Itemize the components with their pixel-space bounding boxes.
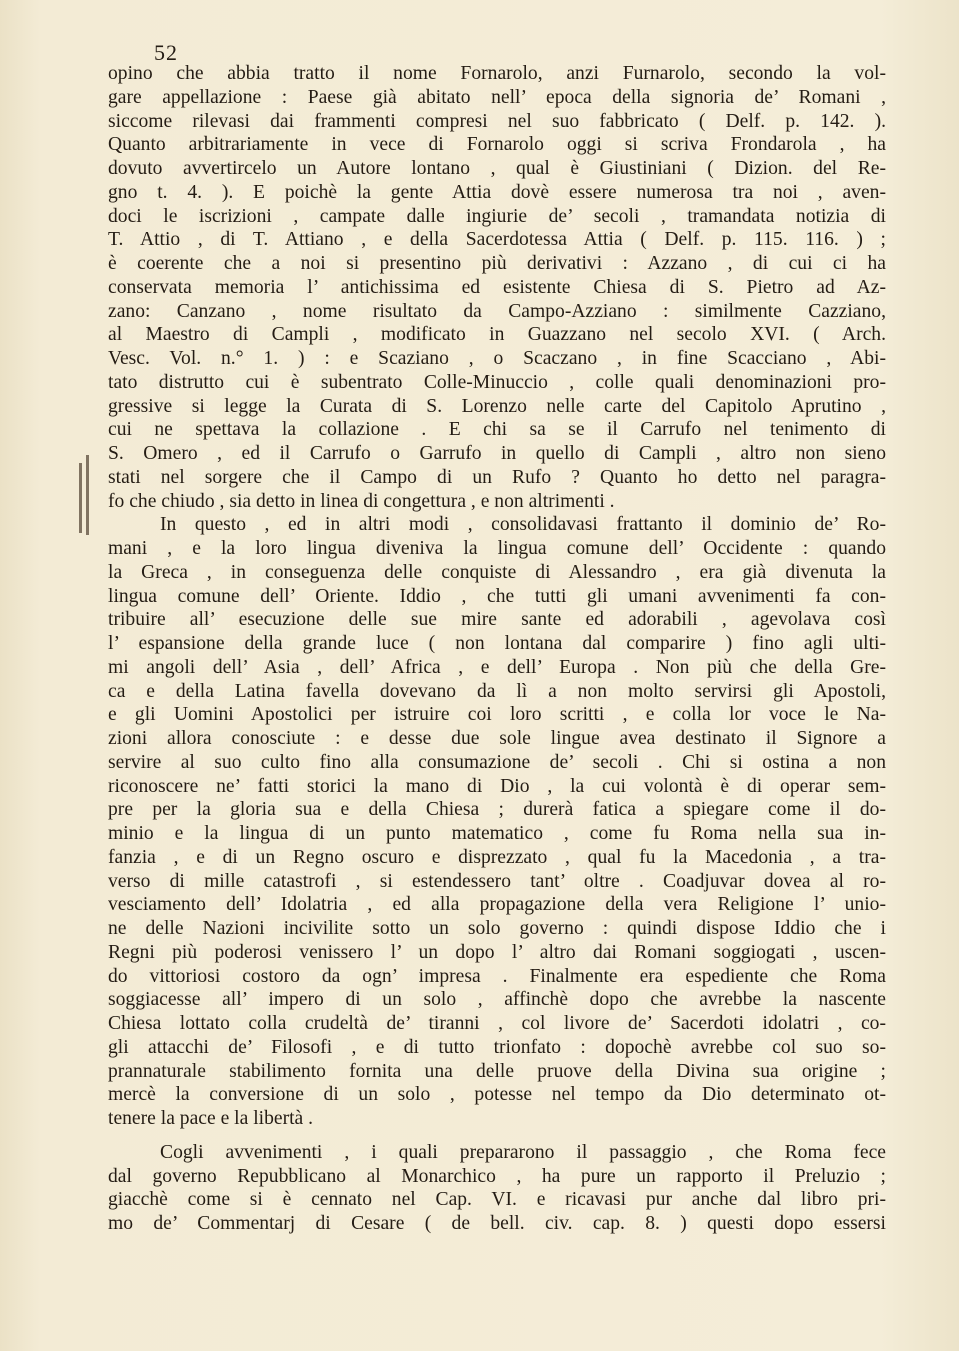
text-line: gressive si legge la Curata di S. Lorenzo nelle carte del Capitolo Aprutino , bbox=[108, 395, 886, 417]
text-line: al Maestro di Campli , modificato in Guazzano nel secolo XVI. ( Arch. bbox=[108, 324, 886, 346]
text-line: ca e della Latina favella dovevano da lì a non molto servirsi gli Apostoli, bbox=[108, 680, 886, 702]
text-line: fanzia , e di un Regno oscuro e disprezzato , qual fu la Macedonia , a tra- bbox=[108, 846, 886, 868]
text-line: lingua comune dell’ Oriente. Iddio , che tutti gli umani avvenimenti fa con- bbox=[108, 585, 886, 607]
text-line: minio e la lingua di un punto matematico , come fu Roma nella sua in- bbox=[108, 823, 886, 844]
text-line: giacchè come si è cennato nel Cap. VI. e ricavasi pur anche dal libro pri- bbox=[108, 1189, 886, 1211]
body-text bbox=[108, 62, 886, 1236]
text-line: Regni più poderosi venissero l’ un dopo l’ altro dai Romani soggiogati , uscen- bbox=[108, 941, 886, 963]
text-line: e gli Uomini Apostolici per istruire coi loro scritti , e colla lor voce le Na- bbox=[108, 704, 886, 726]
text-line: soggiacesse all’ impero di un solo , affinchè dopo che avrebbe la nascente bbox=[108, 989, 886, 1011]
text-line: dovuto avvertircelo un Autore lontano , qual è Giustiniani ( Dizion. del Re- bbox=[108, 158, 886, 179]
text-line: do vittoriosi costoro da ogn’ impresa . Finalmente era espediente che Roma bbox=[108, 965, 886, 987]
text-line: prannaturale stabilimento fornita una delle pruove della Divina sua origine ; bbox=[108, 1060, 886, 1082]
text-line: pre per la gloria sua e della Chiesa ; durerà fatica a spiegare come il do- bbox=[108, 799, 886, 821]
text-line: è coerente che a noi si presentino più derivativi : Azzano , di cui ci ha bbox=[108, 253, 886, 274]
text-line: T. Attio , di T. Attiano , e della Sacerdotessa Attia ( Delf. p. 115. 116. ) ; bbox=[108, 229, 886, 251]
text-line: siccome rilevasi dai frammenti compresi nel suo fabbricato ( Delf. p. 142. ). bbox=[108, 110, 886, 132]
text-line: mani , e la loro lingua diveniva la lingua comune dell’ Occidente : quando bbox=[108, 538, 886, 559]
text-line: mo de’ Commentarj di Cesare ( de bell. civ. cap. 8. ) questi dopo essersi bbox=[108, 1213, 886, 1234]
text-line: mercè la conversione di un solo , potesse nel tempo da Dio determinato ot- bbox=[108, 1084, 886, 1106]
text-line: zioni allora conosciute : e desse due sole lingue avea destinato il Signore a bbox=[108, 728, 886, 749]
text-line: cui ne spettava la collazione . E chi sa se il Carrufo nel tenimento di bbox=[108, 419, 886, 441]
text-line: doci le iscrizioni , campate dalle ingiurie de’ secoli , tramandata notizia di bbox=[108, 205, 886, 227]
text-line: S. Omero , ed il Carrufo o Garrufo in quello di Campli , altro non sieno bbox=[108, 443, 886, 464]
text-line: ne delle Nazioni incivilite sotto un solo governo : quindi dispose Iddio che i bbox=[108, 918, 886, 939]
margin-pencil-mark bbox=[77, 455, 95, 535]
text-line: Chiesa lottato colla crudeltà de’ tiranni , col livore de’ Sacerdoti idolatri , co- bbox=[108, 1013, 886, 1034]
text-line: Cogli avvenimenti , i quali prepararono il passaggio , che Roma fece bbox=[160, 1141, 886, 1163]
text-line: mi angoli dell’ Asia , dell’ Africa , e dell’ Europa . Non più che della Gre- bbox=[108, 656, 886, 678]
text-line: l’ espansione della grande luce ( non lontana dal comparire ) fino agli ulti- bbox=[108, 633, 886, 654]
text-line: zano: Canzano , nome risultato da Campo-Azziano : similmente Cazziano, bbox=[108, 300, 886, 322]
text-line: opino che abbia tratto il nome Fornarolo, anzi Furnarolo, secondo la vol- bbox=[108, 63, 886, 84]
text-line: verso di mille catastrofi , si estendessero tant’ oltre . Coadjuvar dovea al ro- bbox=[108, 870, 886, 892]
text-line: tato distrutto cui è subentrato Colle-Minuccio , colle quali denominazioni pro- bbox=[108, 371, 886, 393]
text-line: dal governo Repubblicano al Monarchico , ha pure un rapporto il Preluzio ; bbox=[108, 1165, 886, 1187]
text-line: conservata memoria l’ antichissima ed esistente Chiesa di S. Pietro ad Az- bbox=[108, 276, 886, 298]
text-line: gno t. 4. ). E poichè la gente Attia dovè essere numerosa tra noi , aven- bbox=[108, 181, 886, 203]
text-line: servire al suo culto fino alla consumazione de’ secoli . Chi si ostina a non bbox=[108, 751, 886, 773]
text-line: Quanto arbitrariamente in vece di Fornarolo oggi si scriva Frondarola , ha bbox=[108, 134, 886, 156]
text-line: riconoscere ne’ fatti storici la mano di Dio , la cui volontà è di operar sem- bbox=[108, 775, 886, 797]
text-line: la Greca , in conseguenza delle conquiste di Alessandro , era già divenuta la bbox=[108, 561, 886, 583]
page-number: 52 bbox=[154, 40, 178, 65]
text-line: stati nel sorgere che il Campo di un Rufo ? Quanto ho detto nel paragra- bbox=[108, 466, 886, 488]
text-line: vesciamento dell’ Idolatria , ed alla propagazione della vera Religione l’ unio- bbox=[108, 894, 886, 916]
text-line: gare appellazione : Paese già abitato nell’ epoca della signoria de’ Romani , bbox=[108, 86, 886, 108]
text-line: In questo , ed in altri modi , consolidavasi frattanto il dominio de’ Ro- bbox=[160, 514, 886, 536]
text-line: fo che chiudo , sia detto in linea di congettura , e non altrimenti . bbox=[108, 490, 615, 512]
text-line: tenere la pace e la libertà . bbox=[108, 1108, 314, 1129]
text-line: tribuire all’ esecuzione delle sue mire sante ed adorabili , agevolava così bbox=[108, 609, 886, 631]
text-line: gli attacchi de’ Filosofi , e di tutto trionfato : dopochè avrebbe col suo so- bbox=[108, 1036, 886, 1058]
text-line: Vesc. Vol. n.° 1. ) : e Scaziano , o Scaczano , in fine Scacciano , Abi- bbox=[108, 348, 886, 369]
